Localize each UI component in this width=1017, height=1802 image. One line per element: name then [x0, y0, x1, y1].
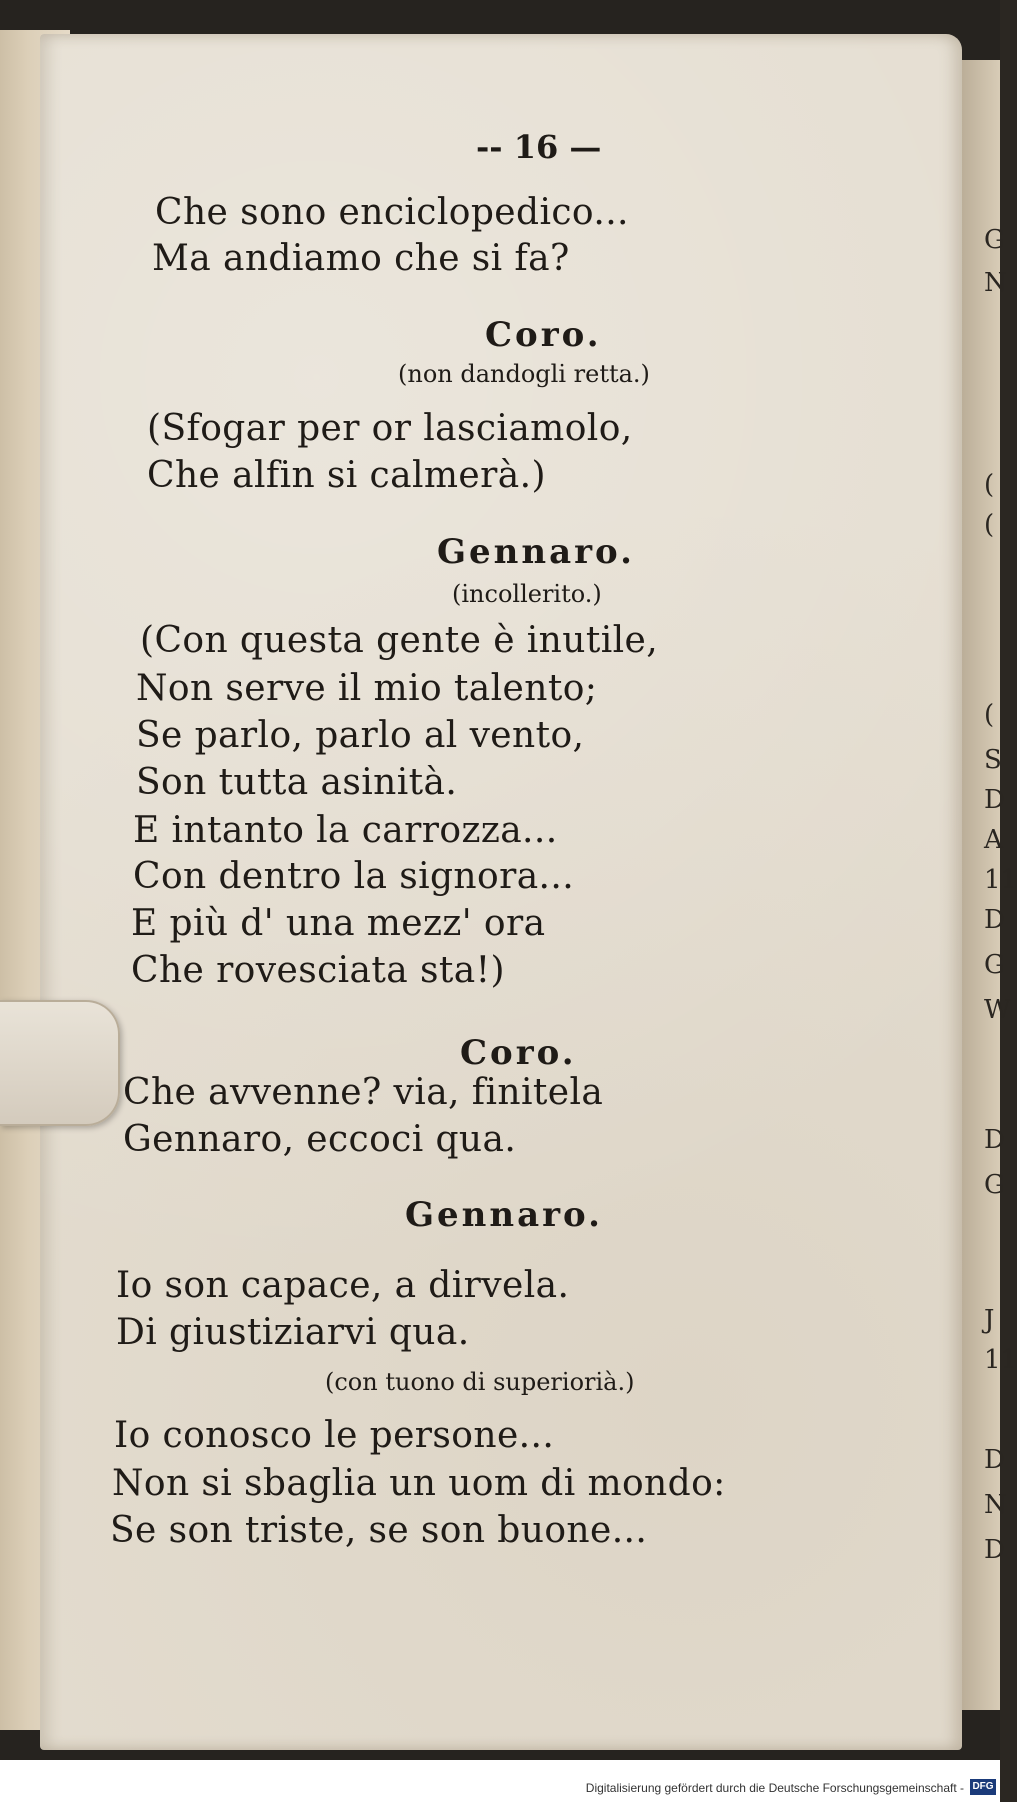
verse-line: Non serve il mio talento;: [136, 668, 598, 709]
verse-line: Che alfin si calmerà.): [147, 455, 546, 496]
verse-line: (Sfogar per or lasciamolo,: [147, 408, 633, 449]
verse-line: Se son triste, se son buone...: [110, 1510, 648, 1551]
facing-page-glyph: (: [984, 510, 995, 540]
verse-line: Io son capace, a dirvela.: [116, 1265, 570, 1306]
verse-line: Ma andiamo che si fa?: [152, 238, 570, 279]
verse-line: E intanto la carrozza...: [133, 810, 558, 851]
verse-line: Che sono enciclopedico...: [155, 192, 629, 233]
verse-line: Non si sbaglia un uom di mondo:: [112, 1463, 726, 1504]
stage-direction: (non dandogli retta.): [398, 360, 650, 388]
facing-page-glyph: W: [984, 995, 1011, 1025]
facing-page-glyph: S: [984, 745, 1002, 775]
facing-page-glyph: N: [984, 268, 1007, 298]
verse-line: Che rovesciata sta!): [131, 950, 505, 991]
facing-page-glyph: 11: [984, 865, 1017, 895]
facing-page-glyph: (: [984, 470, 995, 500]
verse-line: (Con questa gente è inutile,: [140, 620, 659, 661]
verse-line: Di giustiziarvi qua.: [116, 1312, 470, 1353]
stage-direction: (incollerito.): [452, 580, 602, 608]
speaker-name: Coro.: [460, 1033, 577, 1073]
speaker-name: Gennaro.: [405, 1195, 603, 1235]
facing-page-glyph: D: [984, 1125, 1005, 1155]
facing-page-glyph: G: [984, 225, 1005, 255]
verse-line: Se parlo, parlo al vento,: [136, 715, 585, 756]
verse-line: Che avvenne? via, finitela: [123, 1072, 604, 1113]
page-number: -- 16 —: [476, 128, 602, 166]
facing-page-glyph: G: [984, 1170, 1005, 1200]
verse-line: Son tutta asinità.: [136, 762, 458, 803]
facing-page-glyph: J: [984, 1305, 995, 1335]
facing-page-glyph: (: [984, 700, 995, 730]
facing-page-glyph: A: [984, 825, 1003, 855]
facing-page-glyph: D: [984, 785, 1005, 815]
dfg-logo: DFG: [970, 1779, 996, 1795]
facing-page-glyph: N: [984, 1490, 1007, 1520]
facing-page-glyph: D: [984, 1535, 1005, 1565]
facing-page-glyph: D: [984, 905, 1005, 935]
facing-page-glyph: G: [984, 950, 1005, 980]
facing-page-glyph: D: [984, 1445, 1005, 1475]
verse-line: Io conosco le persone...: [114, 1415, 555, 1456]
verse-line: Gennaro, eccoci qua.: [123, 1119, 517, 1160]
facing-page-glyph: 11: [984, 1345, 1017, 1375]
verse-line: Con dentro la signora...: [133, 856, 575, 897]
footer-credit: Digitalisierung gefördert durch die Deutsche Forschungsgemeinschaft -: [585, 1781, 964, 1795]
speaker-name: Coro.: [485, 315, 602, 355]
speaker-name: Gennaro.: [437, 532, 635, 572]
verse-line: E più d' una mezz' ora: [131, 903, 546, 944]
stage-direction: (con tuono di superiorià.): [325, 1368, 635, 1396]
bookmark-tab: [0, 1000, 120, 1126]
